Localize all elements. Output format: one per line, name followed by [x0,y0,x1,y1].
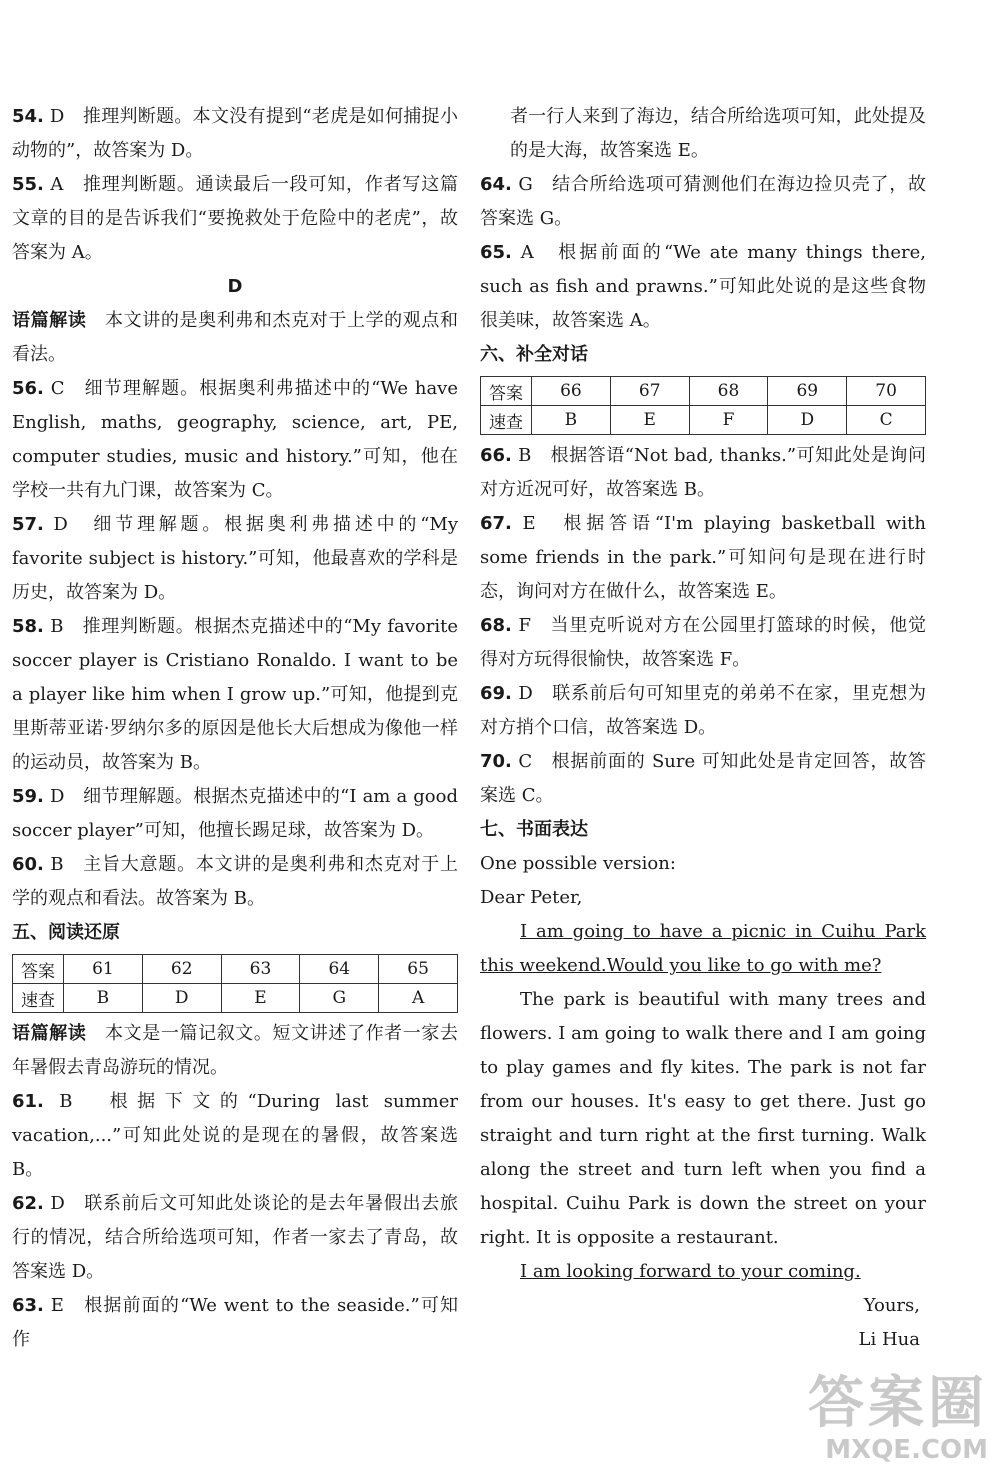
question-number: 56. [12,378,44,399]
question-number: 58. [12,616,44,637]
answer-table-66-70 [480,376,926,435]
table-cell: 63 [221,955,300,984]
summary-text: 本文讲的是奥利弗和杰克对于上学的观点和看法。 [12,310,459,365]
answer-text: A 推理判断题。通读最后一段可知，作者写这篇文章的目的是告诉我们“要挽救处于危险中的老虎”，故答案为 A。 [12,174,458,263]
section-d-heading: D [227,276,243,297]
answer-69 [480,677,926,745]
answer-text: B 主旨大意题。本文讲的是奥利弗和杰克对于上学的观点和看法。故答案为 B。 [12,854,458,909]
answer-text: D 细节理解题。根据奥利弗描述中的“My favorite subject is history.”可知，他最喜欢的学科是历史，故答案为 D。 [12,514,458,603]
answer-text: G 结合所给选项可猜测他们在海边捡贝壳了，故答案选 G。 [480,174,926,229]
answer-text: B 推理判断题。根据杰克描述中的“My favorite soccer player is Cristiano Ronaldo. I want to be a player like him when I grow up.”可知，他提到克里斯蒂亚诺·罗纳尔多的原因是他长大后想成为像他一样的运动员，故答案为 B。 [12,616,458,773]
table-cell: 70 [847,377,926,406]
table-cell: B [532,406,611,435]
version-label: One possible version: [480,853,676,874]
answer-59 [12,780,458,848]
table-cell: 68 [689,377,768,406]
table-cell: D [142,984,221,1013]
answer-55 [12,168,458,270]
question-number: 61. [12,1091,44,1112]
answer-text: C 细节理解题。根据奥利弗描述中的“We have English, maths, geography, science, art, PE, computer studies, music and history.”可知，他在学校一共有九门课，故答案为 C。 [12,378,458,501]
question-number: 69. [480,683,512,704]
answer-text: A 根据前面的“We ate many things there, such as fish and prawns.”可知此处说的是这些食物很美味，故答案选 A。 [480,242,926,331]
section-6-title: 六、补全对话 [480,344,588,365]
letter-signature: Li Hua [858,1329,920,1350]
letter-paragraph-3-text: I am looking forward to your coming. [520,1261,861,1282]
table-cell: B [64,984,143,1013]
table-cell: 67 [610,377,689,406]
question-number: 55. [12,174,44,195]
table-cell: A [379,984,458,1013]
right-column [480,100,926,1357]
answer-63-continued: 者一行人来到了海边，结合所给选项可知，此处提及的是大海，故答案选 E。 [510,106,926,161]
answer-text: E 根据答语“I'm playing basketball with some friends in the park.”可知问句是现在进行时态，询问对方在做什么，故答案选 E。 [480,513,926,602]
answer-68 [480,609,926,677]
passage-summary-5 [12,1017,458,1085]
table-cell: 64 [300,955,379,984]
answer-54 [12,100,458,168]
watermark-url: MXQE.COM [825,1435,988,1465]
table-row-label: 速查 [13,984,64,1013]
letter-paragraph-3 [480,1255,926,1289]
section-5-title: 五、阅读还原 [12,922,120,943]
question-number: 68. [480,615,512,636]
answer-60 [12,848,458,916]
table-cell: D [768,406,847,435]
section-7-title: 七、书面表达 [480,819,588,840]
table-cell: F [689,406,768,435]
summary-text: 本文是一篇记叙文。短文讲述了作者一家去年暑假去青岛游玩的情况。 [12,1023,459,1078]
answer-text: B 根据答语“Not bad, thanks.”可知此处是询问对方近况可好，故答案选 B。 [480,445,926,500]
answer-text: F 当里克听说对方在公园里打篮球的时候，他觉得对方玩得很愉快，故答案选 F。 [480,615,926,670]
table-cell: E [610,406,689,435]
answer-64 [480,168,926,236]
question-number: 60. [12,854,44,875]
table-cell: 62 [142,955,221,984]
answer-67 [480,507,926,609]
answer-table-61-65 [12,954,458,1013]
watermark-logo [808,1373,988,1465]
answer-62 [12,1187,458,1289]
question-number: 67. [480,513,512,534]
table-cell: C [847,406,926,435]
table-row [13,984,458,1013]
summary-label: 语篇解读 [12,1023,87,1044]
watermark-title: 答案圈 [808,1371,988,1436]
answer-61 [12,1085,458,1187]
letter-greeting: Dear Peter, [480,887,583,908]
question-number: 66. [480,445,512,466]
left-column [12,100,458,1357]
table-cell: 66 [532,377,611,406]
question-number: 59. [12,786,44,807]
answer-63 [12,1289,458,1357]
answer-text: C 根据前面的 Sure 可知此处是肯定回答，故答案选 C。 [480,751,926,806]
answer-70 [480,745,926,813]
question-number: 62. [12,1193,44,1214]
answer-text: D 细节理解题。根据杰克描述中的“I am a good soccer player”可知，他擅长踢足球，故答案为 D。 [12,786,458,841]
table-cell: 65 [379,955,458,984]
letter-paragraph-2: The park is beautiful with many trees and flowers. I am going to walk there and I am going to play games and fly kites. The park is not far from our houses. It's easy to get there. Just go straight and turn right at the first turning. Walk along the street and turn left when you find a hospital. Cuihu Park is down the street on your right. It is opposite a restaurant. [480,989,926,1248]
answer-58 [12,610,458,780]
passage-summary-d [12,304,458,372]
question-number: 64. [480,174,512,195]
answer-66 [480,439,926,507]
question-number: 57. [12,514,44,535]
letter-closing: Yours, [863,1295,920,1316]
summary-label: 语篇解读 [12,310,87,331]
question-number: 54. [12,106,44,127]
table-row-label: 答案 [481,377,532,406]
answer-65 [480,236,926,338]
letter-paragraph-1: I am going to have a picnic in Cuihu Park this weekend.Would you like to go with me? [480,921,926,976]
answer-text: B 根据下文的“During last summer vacation,...”可知此处说的是现在的暑假，故答案选 B。 [12,1091,458,1180]
answer-56 [12,372,458,508]
table-cell: 69 [768,377,847,406]
answer-text: D 推理判断题。本文没有提到“老虎是如何捕捉小动物的”，故答案为 D。 [12,106,458,161]
question-number: 70. [480,751,512,772]
question-number: 65. [480,242,512,263]
answer-text: E 根据前面的“We went to the seaside.”可知作 [12,1295,458,1350]
answer-text: D 联系前后句可知里克的弟弟不在家，里克想为对方捎个口信，故答案选 D。 [480,683,926,738]
table-row-label: 答案 [13,955,64,984]
table-row [13,955,458,984]
table-row [481,406,926,435]
answer-text: D 联系前后文可知此处谈论的是去年暑假出去旅行的情况，结合所给选项可知，作者一家去了青岛，故答案选 D。 [12,1193,458,1282]
answer-57 [12,508,458,610]
question-number: 63. [12,1295,44,1316]
table-cell: 61 [64,955,143,984]
table-cell: E [221,984,300,1013]
table-row [481,377,926,406]
table-cell: G [300,984,379,1013]
table-row-label: 速查 [481,406,532,435]
